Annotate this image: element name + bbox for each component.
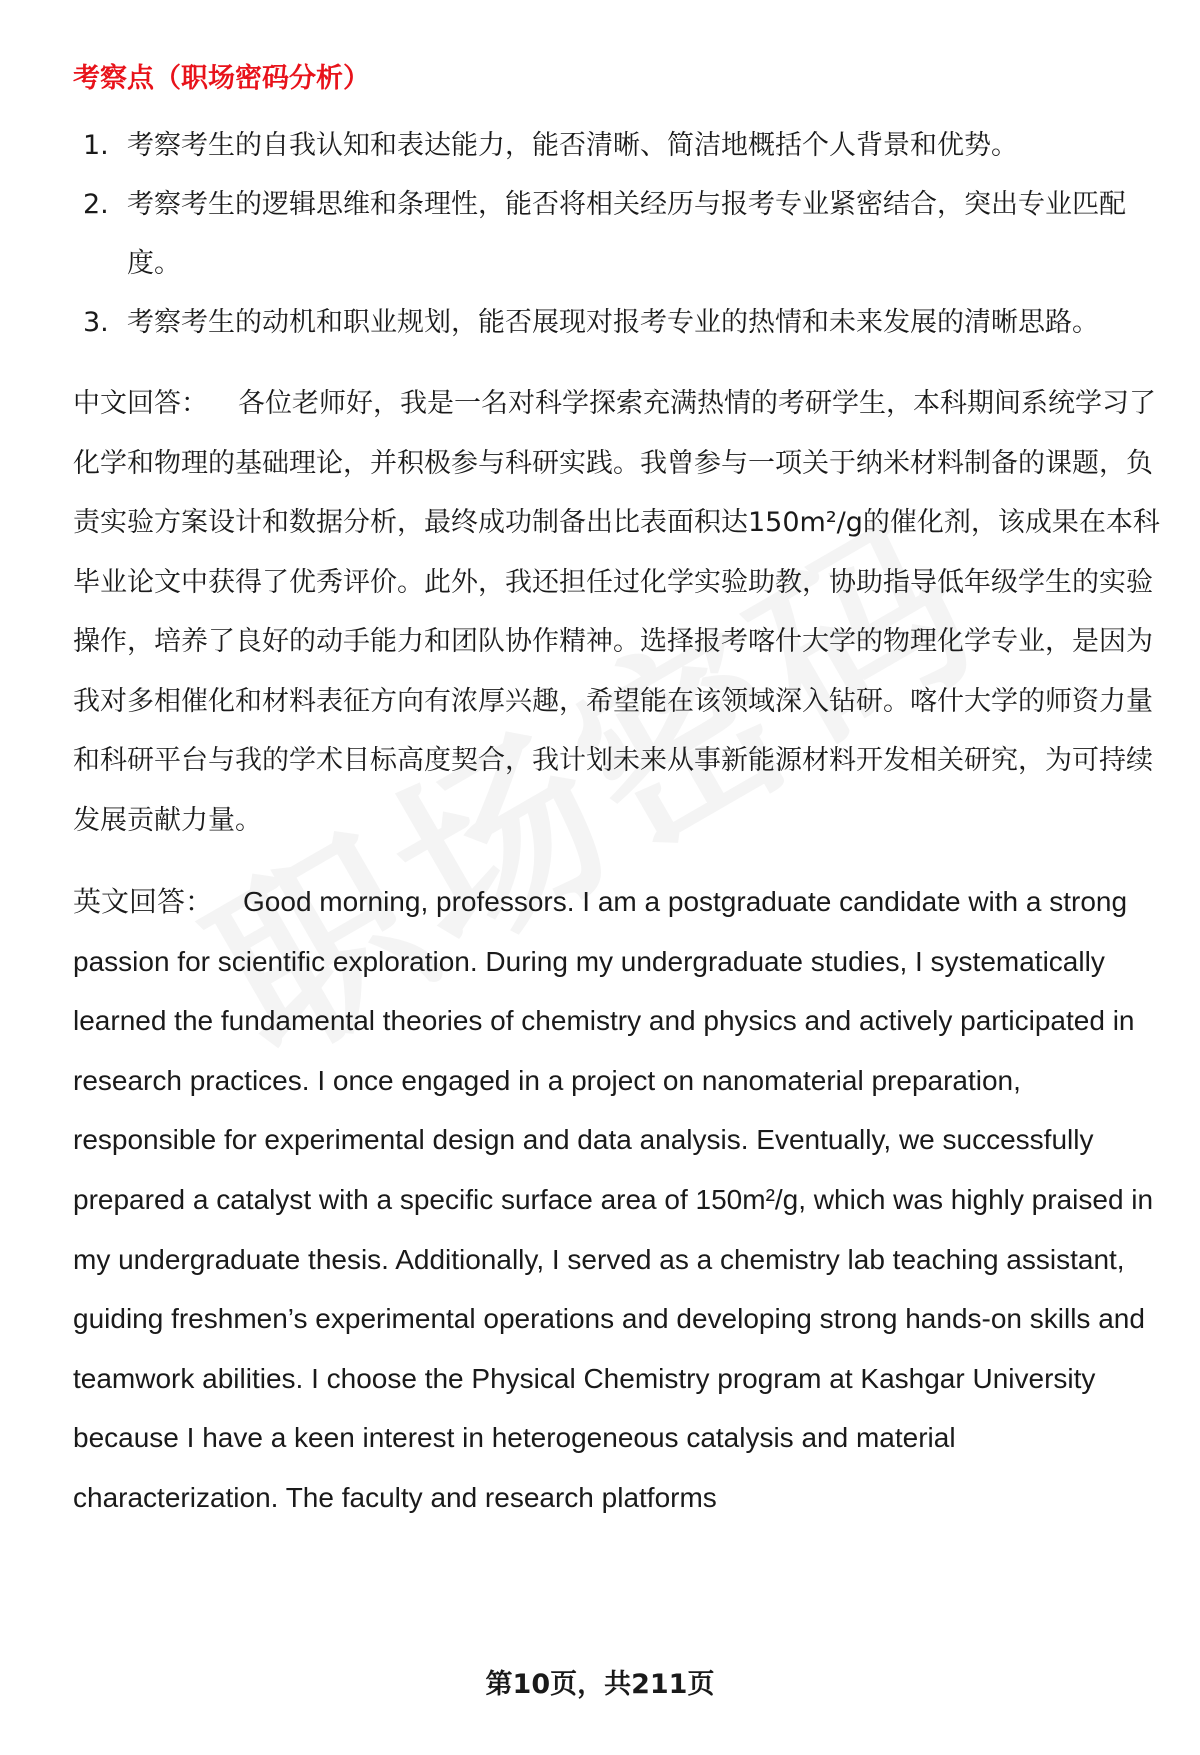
list-item-text: 考察考生的逻辑思维和条理性，能否将相关经历与报考专业紧密结合，突出专业匹配度。 — [127, 189, 1126, 279]
page-content — [73, 52, 1163, 1528]
list-item-number: 3. — [83, 307, 109, 338]
english-answer-text: Good morning, professors. I am a postgraduate candidate with a strong passion for scientific exploration. During my undergraduate studies, I systematically learned the fundamental theories of chemistry and physics and actively participated in research practices. I once engaged in a project on nanomaterial preparation, responsible for experimental design and data analysis. Eventually, we successfully prepared a catalyst with a specific surface area of 150m²/g, which was highly praised in my undergraduate thesis. Additionally, I served as a chemistry lab teaching assistant, guiding freshmen’s experimental operations and developing strong hands-on skills and teamwork abilities. I choose the Physical Chemistry program at Kashgar University because I have a keen interest in heterogeneous catalysis and material characterization. The faculty and research platforms — [73, 886, 1154, 1513]
assessment-points-list — [73, 116, 1163, 352]
section-title: 考察点（职场密码分析） — [73, 63, 370, 94]
english-answer — [73, 872, 1163, 1528]
list-item-text: 考察考生的自我认知和表达能力，能否清晰、简洁地概括个人背景和优势。 — [127, 130, 1018, 161]
chinese-answer-text: 各位老师好，我是一名对科学探索充满热情的考研学生，本科期间系统学习了化学和物理的基础理论，并积极参与科研实践。我曾参与一项关于纳米材料制备的课题，负责实验方案设计和数据分析，最终成功制备出比表面积达150m²/g的催化剂，该成果在本科毕业论文中获得了优秀评价。此外，我还担任过化学实验助教，协助指导低年级学生的实验操作，培养了良好的动手能力和团队协作精神。选择报考喀什大学的物理化学专业，是因为我对多相催化和材料表征方向有浓厚兴趣，希望能在该领域深入钻研。喀什大学的师资力量和科研平台与我的学术目标高度契合，我计划未来从事新能源材料开发相关研究，为可持续发展贡献力量。 — [73, 388, 1160, 836]
list-item-number: 2. — [83, 189, 109, 220]
list-item-text: 考察考生的动机和职业规划，能否展现对报考专业的热情和未来发展的清晰思路。 — [127, 307, 1099, 338]
list-item-number: 1. — [83, 130, 109, 161]
english-answer-label: 英文回答： — [73, 886, 214, 917]
chinese-answer-label: 中文回答： — [73, 388, 208, 419]
page-number: 第10页，共211页 — [485, 1669, 715, 1700]
list-item — [73, 116, 1163, 175]
list-item — [73, 293, 1163, 352]
chinese-answer — [73, 374, 1163, 850]
list-item — [73, 175, 1163, 293]
